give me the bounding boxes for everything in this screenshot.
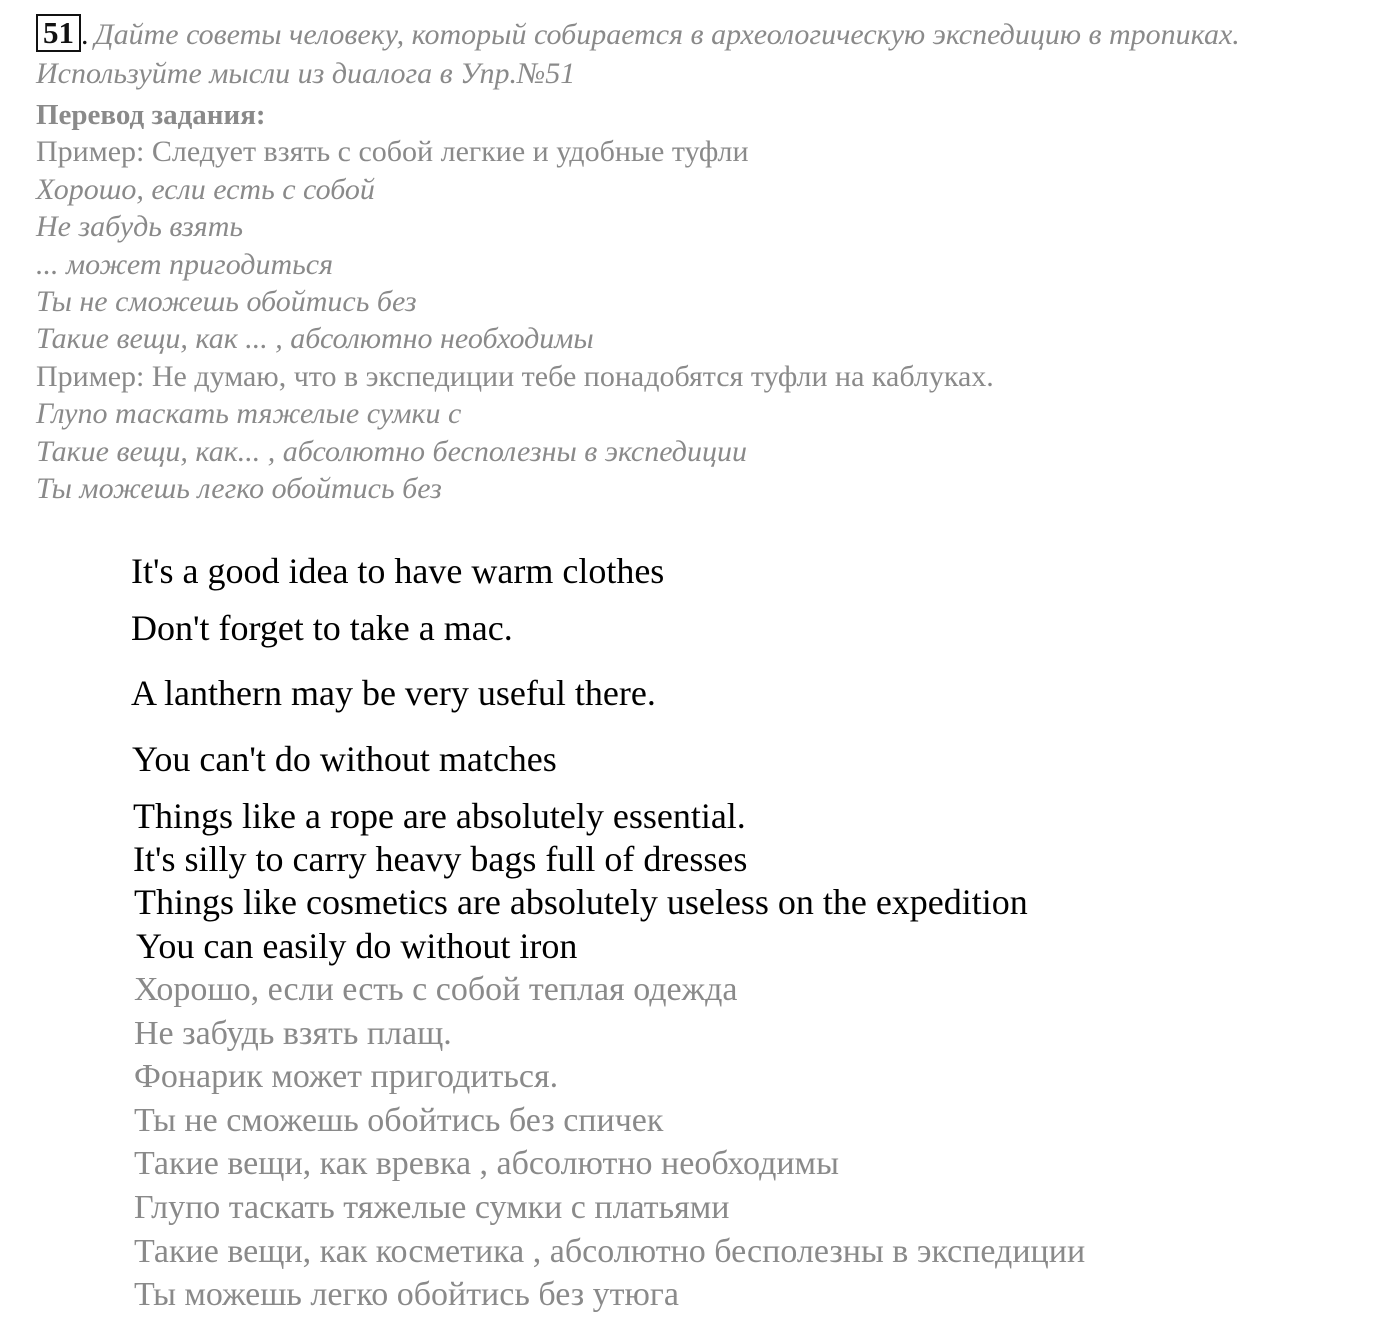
answer-line-ru: Не забудь взять плащ. [134, 1014, 452, 1052]
translation-line: Ты можешь легко обойтись без [36, 471, 442, 505]
answer-line-ru: Такие вещи, как вревка , абсолютно необходимы [134, 1145, 839, 1183]
answer-line-en: Don't forget to take a mac. [131, 608, 513, 648]
answer-line-ru: Глупо таскать тяжелые сумки с платьями [134, 1188, 730, 1226]
answer-line-ru: Ты не сможешь обойтись без спичек [134, 1101, 664, 1139]
answer-line-en: Things like cosmetics are absolutely useless on the expedition [134, 882, 1028, 922]
answer-line-en: It's silly to carry heavy bags full of dresses [133, 839, 748, 879]
translation-line: Глупо таскать тяжелые сумки с [36, 397, 462, 431]
translation-heading: Перевод задания: [36, 99, 266, 131]
task-translation [36, 94, 1336, 505]
translation-line: ... может пригодиться [36, 247, 334, 281]
answer-line-ru: Хорошо, если есть с собой теплая одежда [134, 971, 738, 1008]
answer-line-ru: Фонарик может пригодиться. [134, 1058, 559, 1096]
translation-line: Не забудь взять [36, 210, 244, 244]
task-instruction: Дайте советы человеку, который собирается в археологическую экспедицию в тропиках. Используйте мысли из диалога в Упр.№51 [36, 18, 1240, 90]
russian-answers [134, 968, 1374, 1317]
translation-line: Ты не сможешь обойтись без [36, 284, 417, 318]
answer-line-en: It's a good idea to have warm clothes [131, 551, 665, 591]
answer-line-en: Things like a rope are absolutely essential. [133, 796, 746, 836]
translation-line: Хорошо, если есть с собой [36, 172, 375, 206]
translation-line: Пример: Не думаю, что в экспедиции тебе понадобятся туфли на каблуках. [36, 359, 994, 393]
translation-line: Пример: Следует взять с собой легкие и удобные туфли [36, 135, 749, 169]
answer-line-ru: Такие вещи, как косметика , абсолютно бесполезны в экспедиции [134, 1232, 1086, 1270]
translation-line: Такие вещи, как... , абсолютно бесполезны в экспедиции [36, 434, 747, 468]
answer-line-ru: Ты можешь легко обойтись без утюга [134, 1276, 679, 1314]
answer-line-en: You can easily do without iron [136, 926, 578, 966]
translation-line: Такие вещи, как ... , абсолютно необходимы [36, 322, 594, 356]
task-number-dot: . [81, 18, 89, 51]
task-header [36, 14, 1366, 93]
task-number-box: 51 [36, 14, 81, 52]
answer-line-en: You can't do without matches [132, 739, 557, 779]
answer-line-en: A lanthern may be very useful there. [131, 673, 656, 713]
